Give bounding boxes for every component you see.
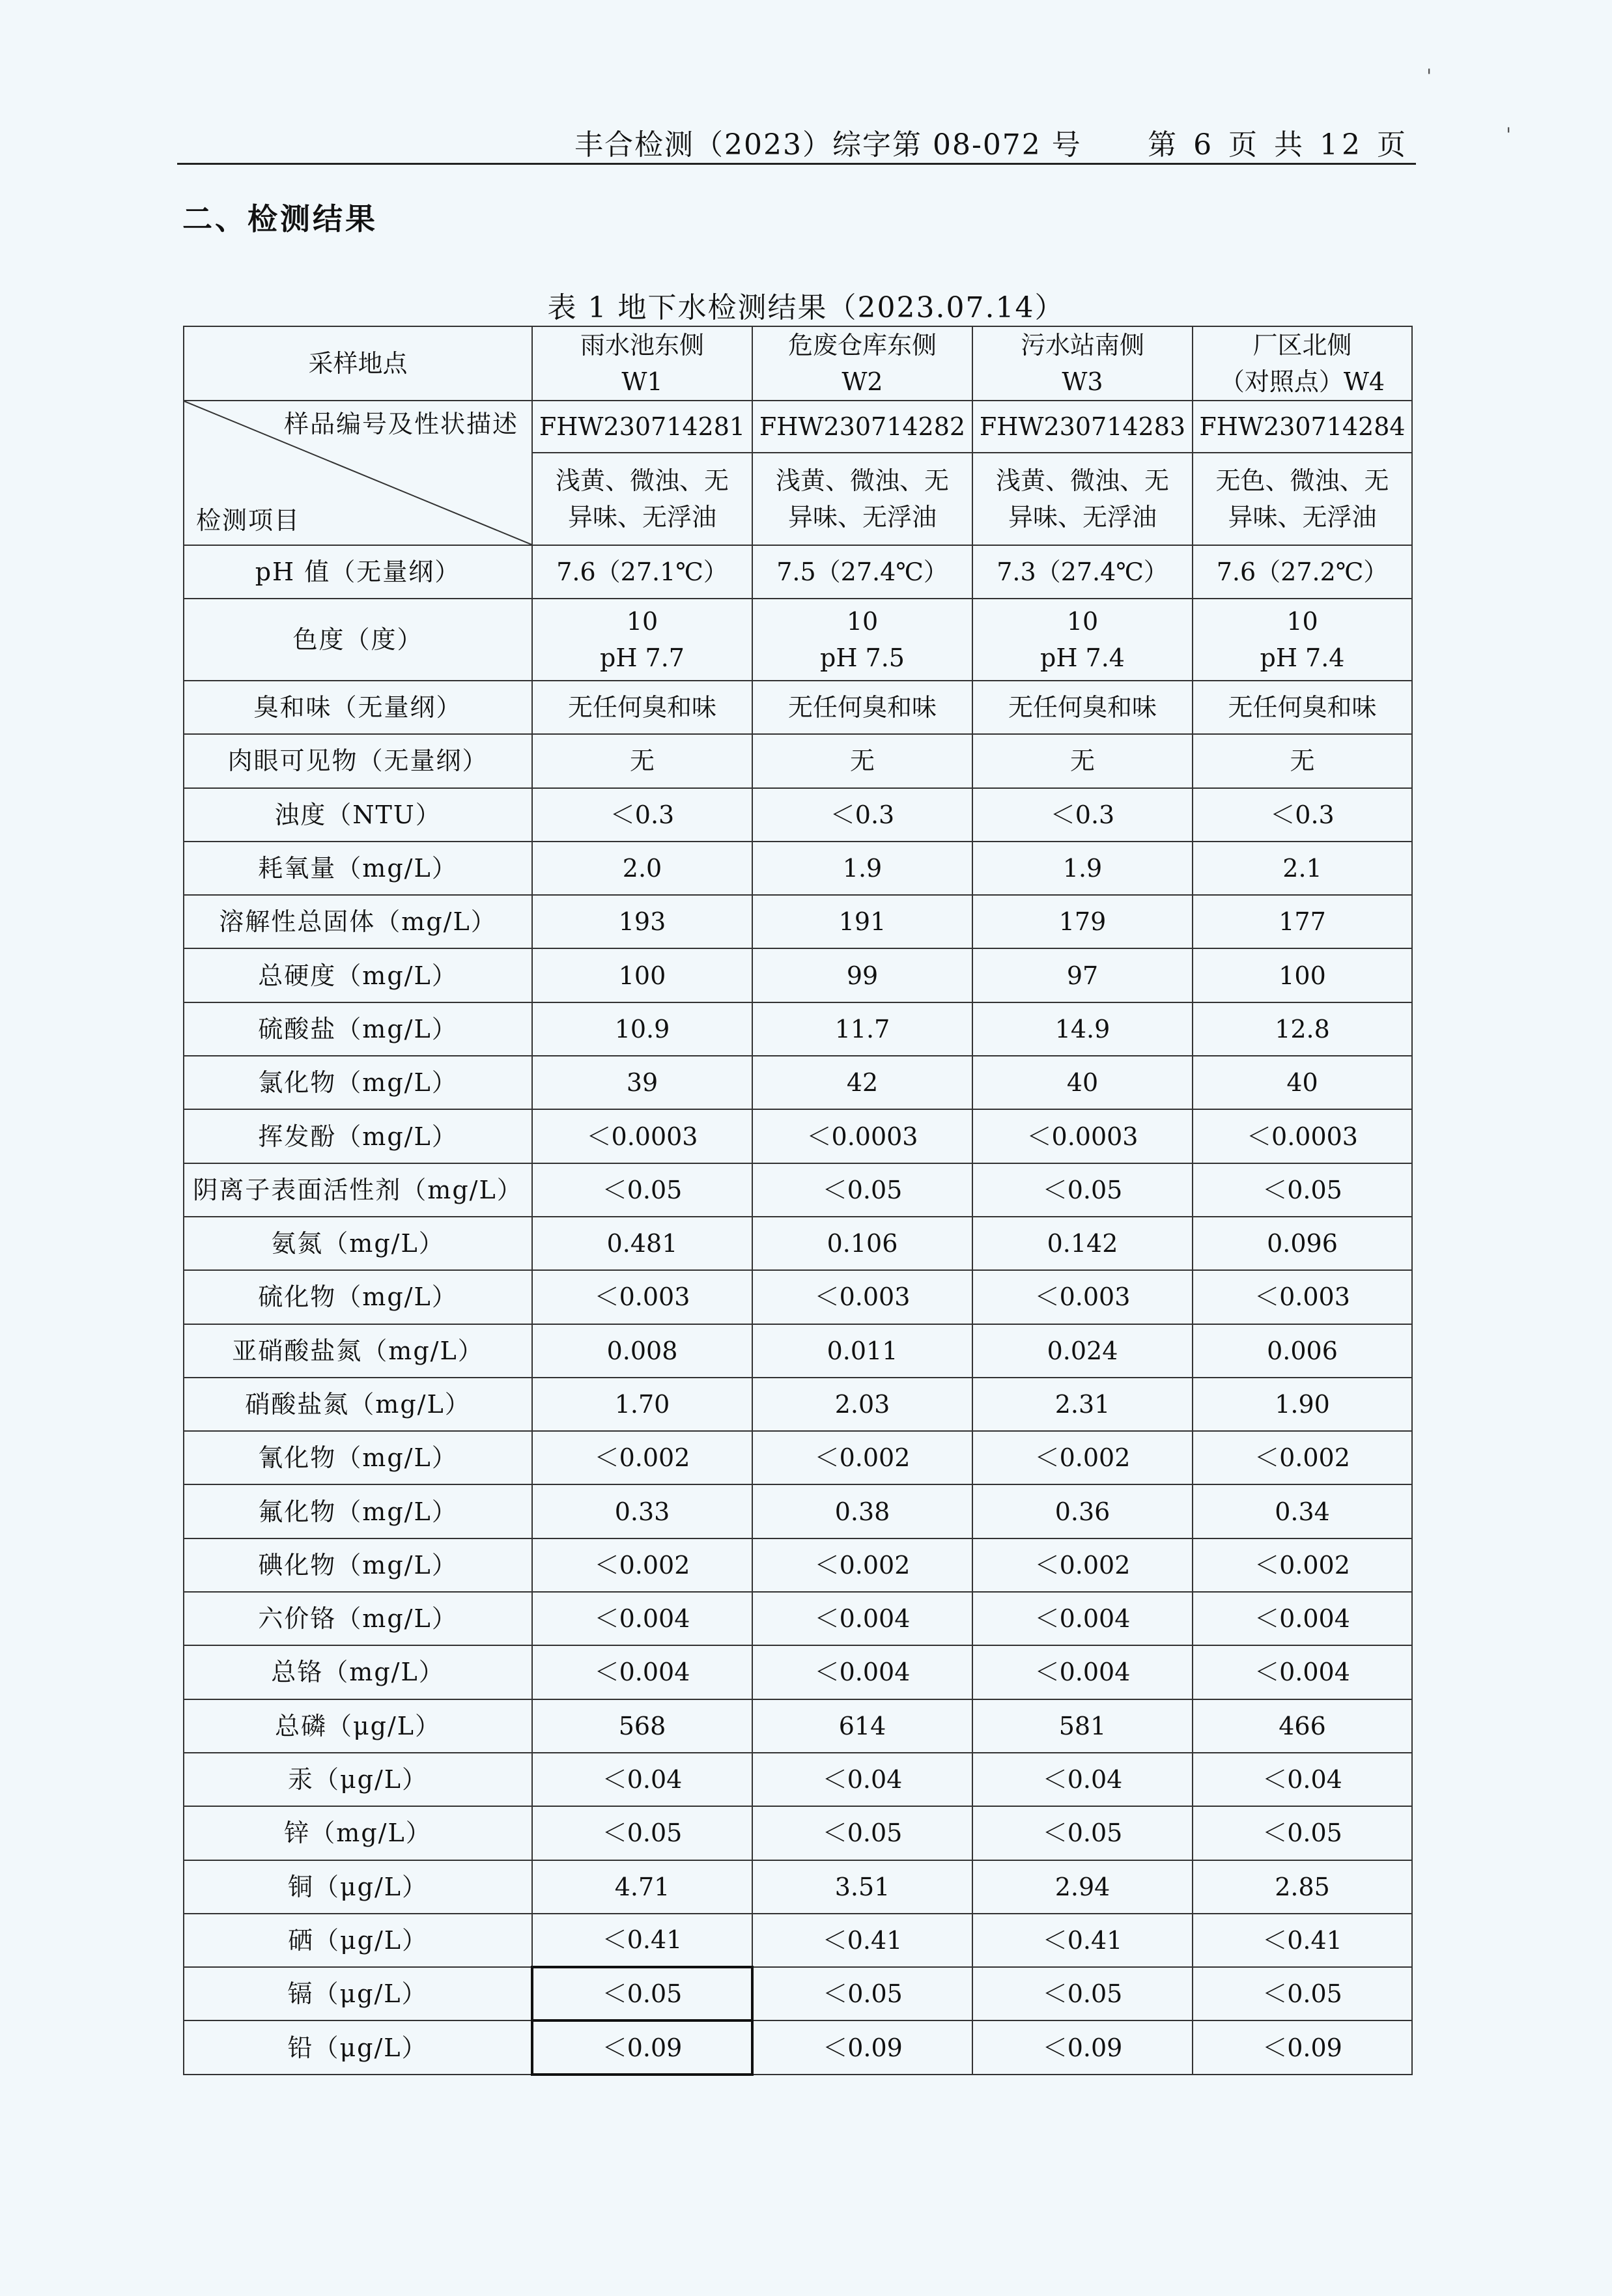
result-value: ＜0.002 <box>1193 1538 1412 1592</box>
result-value: 2.31 <box>972 1378 1193 1431</box>
result-value: 0.106 <box>752 1217 972 1270</box>
result-value: ＜0.3 <box>752 788 972 842</box>
result-value: ＜0.04 <box>532 1753 752 1806</box>
result-value: 2.85 <box>1193 1860 1412 1914</box>
result-value: 99 <box>752 948 972 1002</box>
test-item: 氨氮（mg/L） <box>184 1217 532 1270</box>
result-value: ＜0.05 <box>752 1806 972 1860</box>
test-item: 硫酸盐（mg/L） <box>184 1002 532 1056</box>
result-value: 1.90 <box>1193 1378 1412 1431</box>
result-value: 4.71 <box>532 1860 752 1914</box>
table-row <box>184 1217 1412 1270</box>
table-row <box>184 788 1412 842</box>
table-row <box>184 1699 1412 1753</box>
result-value: 581 <box>972 1699 1193 1753</box>
result-value: ＜0.002 <box>752 1431 972 1484</box>
page-header <box>177 115 1416 165</box>
table-row <box>184 1753 1412 1806</box>
result-value: 39 <box>532 1056 752 1109</box>
result-value: 0.142 <box>972 1217 1193 1270</box>
test-item: 臭和味（无量纲） <box>184 681 532 734</box>
result-value: 无 <box>1193 734 1412 787</box>
description-line: 浅黄、微浊、无 <box>555 466 729 495</box>
result-value: ＜0.41 <box>1193 1914 1412 1967</box>
result-value: ＜0.004 <box>1193 1592 1412 1645</box>
result-value: 1.9 <box>972 842 1193 895</box>
description-line: 浅黄、微浊、无 <box>775 466 949 495</box>
diagonal-top-label: 样品编号及性状描述 <box>283 410 518 438</box>
result-value: ＜0.0003 <box>972 1109 1193 1163</box>
color-value: 10 <box>1286 607 1318 636</box>
result-value: ＜0.3 <box>1193 788 1412 842</box>
result-value: ＜0.05 <box>1193 1967 1412 2020</box>
color-ph: pH 7.4 <box>1040 644 1125 672</box>
color-ph: pH 7.4 <box>1260 644 1345 672</box>
result-value: 40 <box>1193 1056 1412 1109</box>
result-value: ＜0.002 <box>972 1431 1193 1484</box>
result-value: ＜0.002 <box>532 1431 752 1484</box>
test-item: 阴离子表面活性剂（mg/L） <box>184 1163 532 1217</box>
sample-description <box>1193 453 1412 545</box>
result-value: ＜0.004 <box>752 1645 972 1699</box>
site-cell-w2 <box>752 326 972 401</box>
result-value: 7.6（27.1℃） <box>532 545 752 599</box>
result-value: 12.8 <box>1193 1002 1412 1056</box>
site-code: W3 <box>1062 367 1103 396</box>
result-value: ＜0.41 <box>532 1914 752 1967</box>
results-table <box>183 326 1413 2076</box>
test-item: 总磷（μg/L） <box>184 1699 532 1753</box>
table-row <box>184 1538 1412 1592</box>
result-value: 42 <box>752 1056 972 1109</box>
result-value: 7.3（27.4℃） <box>972 545 1193 599</box>
description-line: 无色、微浊、无 <box>1215 466 1389 495</box>
result-value: ＜0.04 <box>972 1753 1193 1806</box>
result-value: 177 <box>1193 895 1412 948</box>
result-value: ＜0.05 <box>1193 1806 1412 1860</box>
table-row <box>184 1109 1412 1163</box>
test-item: 汞（μg/L） <box>184 1753 532 1806</box>
sample-id: FHW230714282 <box>752 401 972 453</box>
page-indicator: 第 6 页 共 12 页 <box>1148 128 1409 162</box>
test-item: 总铬（mg/L） <box>184 1645 532 1699</box>
sample-description <box>972 453 1193 545</box>
test-item: 铜（μg/L） <box>184 1860 532 1914</box>
test-item: 镉（μg/L） <box>184 1967 532 2020</box>
table-row <box>184 1967 1412 2020</box>
result-value: 无任何臭和味 <box>532 681 752 734</box>
result-value: 0.38 <box>752 1484 972 1538</box>
table-row <box>184 1431 1412 1484</box>
result-value: 无任何臭和味 <box>1193 681 1412 734</box>
result-value: 0.024 <box>972 1324 1193 1378</box>
test-item: 溶解性总固体（mg/L） <box>184 895 532 948</box>
result-value: 无 <box>532 734 752 787</box>
result-value: ＜0.003 <box>1193 1270 1412 1324</box>
result-value: ＜0.004 <box>1193 1645 1412 1699</box>
description-line: 异味、无浮油 <box>1228 503 1377 531</box>
test-item: 硝酸盐氮（mg/L） <box>184 1378 532 1431</box>
result-value: 0.34 <box>1193 1484 1412 1538</box>
result-value: ＜0.05 <box>972 1806 1193 1860</box>
test-item: 硒（μg/L） <box>184 1914 532 1967</box>
result-value: 14.9 <box>972 1002 1193 1056</box>
site-code: W1 <box>621 367 663 396</box>
result-value: ＜0.0003 <box>532 1109 752 1163</box>
result-value: 无任何臭和味 <box>752 681 972 734</box>
color-row <box>184 599 1412 681</box>
result-value: ＜0.004 <box>972 1645 1193 1699</box>
result-value: 0.011 <box>752 1324 972 1378</box>
result-value: ＜0.002 <box>532 1538 752 1592</box>
site-name: 危废仓库东侧 <box>787 331 937 360</box>
site-name: 厂区北侧 <box>1252 331 1352 360</box>
test-item: 氟化物（mg/L） <box>184 1484 532 1538</box>
result-value: 97 <box>972 948 1193 1002</box>
result-value: ＜0.41 <box>972 1914 1193 1967</box>
table-row <box>184 1860 1412 1914</box>
result-value: ＜0.04 <box>1193 1753 1412 1806</box>
result-value: 7.5（27.4℃） <box>752 545 972 599</box>
scan-speck: ' <box>1426 65 1432 88</box>
result-value: ＜0.05 <box>752 1163 972 1217</box>
result-value: ＜0.05 <box>532 1163 752 1217</box>
result-value: ＜0.002 <box>752 1538 972 1592</box>
result-value <box>752 599 972 681</box>
result-value: ＜0.09 <box>1193 2020 1412 2074</box>
result-value <box>532 599 752 681</box>
result-value: ＜0.05 <box>1193 1163 1412 1217</box>
test-item: 铅（μg/L） <box>184 2020 532 2074</box>
result-value <box>1193 599 1412 681</box>
result-value: 100 <box>1193 948 1412 1002</box>
test-item: 肉眼可见物（无量纲） <box>184 734 532 787</box>
test-item: 氰化物（mg/L） <box>184 1431 532 1484</box>
table-row <box>184 1163 1412 1217</box>
test-item: 锌（mg/L） <box>184 1806 532 1860</box>
result-value: 0.36 <box>972 1484 1193 1538</box>
result-value: 0.33 <box>532 1484 752 1538</box>
table-row <box>184 948 1412 1002</box>
description-line: 浅黄、微浊、无 <box>995 466 1169 495</box>
test-item: 碘化物（mg/L） <box>184 1538 532 1592</box>
result-value: 0.481 <box>532 1217 752 1270</box>
site-name: 污水站南侧 <box>1020 331 1144 360</box>
result-value: 无 <box>972 734 1193 787</box>
result-value: ＜0.04 <box>752 1753 972 1806</box>
table-row <box>184 1002 1412 1056</box>
table-row <box>184 1484 1412 1538</box>
result-value: 2.0 <box>532 842 752 895</box>
test-item: pH 值（无量纲） <box>184 545 532 599</box>
table-row <box>184 842 1412 895</box>
result-value: ＜0.004 <box>532 1592 752 1645</box>
color-value: 10 <box>1066 607 1099 636</box>
result-value: ＜0.3 <box>532 788 752 842</box>
result-value: 100 <box>532 948 752 1002</box>
result-value: 无 <box>752 734 972 787</box>
site-code: （对照点）W4 <box>1219 367 1385 396</box>
result-value: ＜0.004 <box>752 1592 972 1645</box>
table-row <box>184 1592 1412 1645</box>
result-value: 0.096 <box>1193 1217 1412 1270</box>
result-value: 3.51 <box>752 1860 972 1914</box>
sample-description <box>532 453 752 545</box>
color-ph: pH 7.5 <box>820 644 905 672</box>
result-value: ＜0.004 <box>972 1592 1193 1645</box>
table-row <box>184 2020 1412 2074</box>
result-value <box>972 599 1193 681</box>
result-value: ＜0.09 <box>532 2020 752 2074</box>
result-value: 无任何臭和味 <box>972 681 1193 734</box>
result-value: 2.94 <box>972 1860 1193 1914</box>
color-value: 10 <box>626 607 658 636</box>
result-value: ＜0.05 <box>972 1163 1193 1217</box>
table-row <box>184 734 1412 787</box>
table-row <box>184 895 1412 948</box>
result-value: ＜0.09 <box>972 2020 1193 2074</box>
doc-number: 丰合检测（2023）综字第 08-072 号 <box>574 128 1082 162</box>
result-value: ＜0.002 <box>1193 1431 1412 1484</box>
table-row <box>184 1324 1412 1378</box>
diagonal-header-cell <box>184 401 532 545</box>
sample-id: FHW230714284 <box>1193 401 1412 453</box>
test-item: 亚硝酸盐氮（mg/L） <box>184 1324 532 1378</box>
result-value: 1.70 <box>532 1378 752 1431</box>
table-row <box>184 1645 1412 1699</box>
table-caption: 表 1 地下水检测结果（2023.07.14） <box>547 291 1065 324</box>
description-line: 异味、无浮油 <box>787 503 937 531</box>
result-value: 2.1 <box>1193 842 1412 895</box>
site-cell-w4 <box>1193 326 1412 401</box>
section-title: 二、检测结果 <box>182 201 378 236</box>
result-value: 0.006 <box>1193 1324 1412 1378</box>
site-cell-w1 <box>532 326 752 401</box>
diagonal-bottom-label: 检测项目 <box>196 506 301 535</box>
table-row <box>184 1914 1412 1967</box>
site-cell-w3 <box>972 326 1193 401</box>
sample-id-row <box>184 401 1412 453</box>
result-value: 0.008 <box>532 1324 752 1378</box>
sample-description <box>752 453 972 545</box>
result-value: ＜0.003 <box>972 1270 1193 1324</box>
table-row <box>184 1270 1412 1324</box>
result-value: 10.9 <box>532 1002 752 1056</box>
result-value: 11.7 <box>752 1002 972 1056</box>
result-value: ＜0.05 <box>972 1967 1193 2020</box>
table-row <box>184 1056 1412 1109</box>
description-line: 异味、无浮油 <box>567 503 716 531</box>
test-item: 色度（度） <box>184 599 532 681</box>
description-line: 异味、无浮油 <box>1008 503 1157 531</box>
table-row <box>184 1378 1412 1431</box>
sample-id: FHW230714283 <box>972 401 1193 453</box>
result-value: ＜0.09 <box>752 2020 972 2074</box>
result-value: ＜0.002 <box>972 1538 1193 1592</box>
result-value: ＜0.004 <box>532 1645 752 1699</box>
site-header-row <box>184 326 1412 401</box>
result-value: 7.6（27.2℃） <box>1193 545 1412 599</box>
test-item: 氯化物（mg/L） <box>184 1056 532 1109</box>
result-value: 193 <box>532 895 752 948</box>
test-item: 六价铬（mg/L） <box>184 1592 532 1645</box>
result-value: ＜0.05 <box>532 1967 752 2020</box>
result-value: 568 <box>532 1699 752 1753</box>
test-item: 总硬度（mg/L） <box>184 948 532 1002</box>
result-value: ＜0.05 <box>532 1806 752 1860</box>
test-item: 耗氧量（mg/L） <box>184 842 532 895</box>
result-value: 1.9 <box>752 842 972 895</box>
result-value: 2.03 <box>752 1378 972 1431</box>
scan-speck: ' <box>1506 124 1512 147</box>
table-row <box>184 1806 1412 1860</box>
result-value: 191 <box>752 895 972 948</box>
site-header-label: 采样地点 <box>184 326 532 401</box>
result-value: 179 <box>972 895 1193 948</box>
sample-id: FHW230714281 <box>532 401 752 453</box>
result-value: ＜0.41 <box>752 1914 972 1967</box>
site-code: W2 <box>841 367 883 396</box>
table-row <box>184 681 1412 734</box>
result-value: ＜0.003 <box>752 1270 972 1324</box>
test-item: 挥发酚（mg/L） <box>184 1109 532 1163</box>
site-name: 雨水池东侧 <box>580 331 704 360</box>
test-item: 硫化物（mg/L） <box>184 1270 532 1324</box>
result-value: ＜0.0003 <box>1193 1109 1412 1163</box>
result-value: 614 <box>752 1699 972 1753</box>
ph-row <box>184 545 1412 599</box>
result-value: 40 <box>972 1056 1193 1109</box>
result-value: 466 <box>1193 1699 1412 1753</box>
result-value: ＜0.0003 <box>752 1109 972 1163</box>
result-value: ＜0.003 <box>532 1270 752 1324</box>
result-value: ＜0.05 <box>752 1967 972 2020</box>
test-item: 浊度（NTU） <box>184 788 532 842</box>
color-ph: pH 7.7 <box>600 644 685 672</box>
result-value: ＜0.3 <box>972 788 1193 842</box>
color-value: 10 <box>846 607 879 636</box>
